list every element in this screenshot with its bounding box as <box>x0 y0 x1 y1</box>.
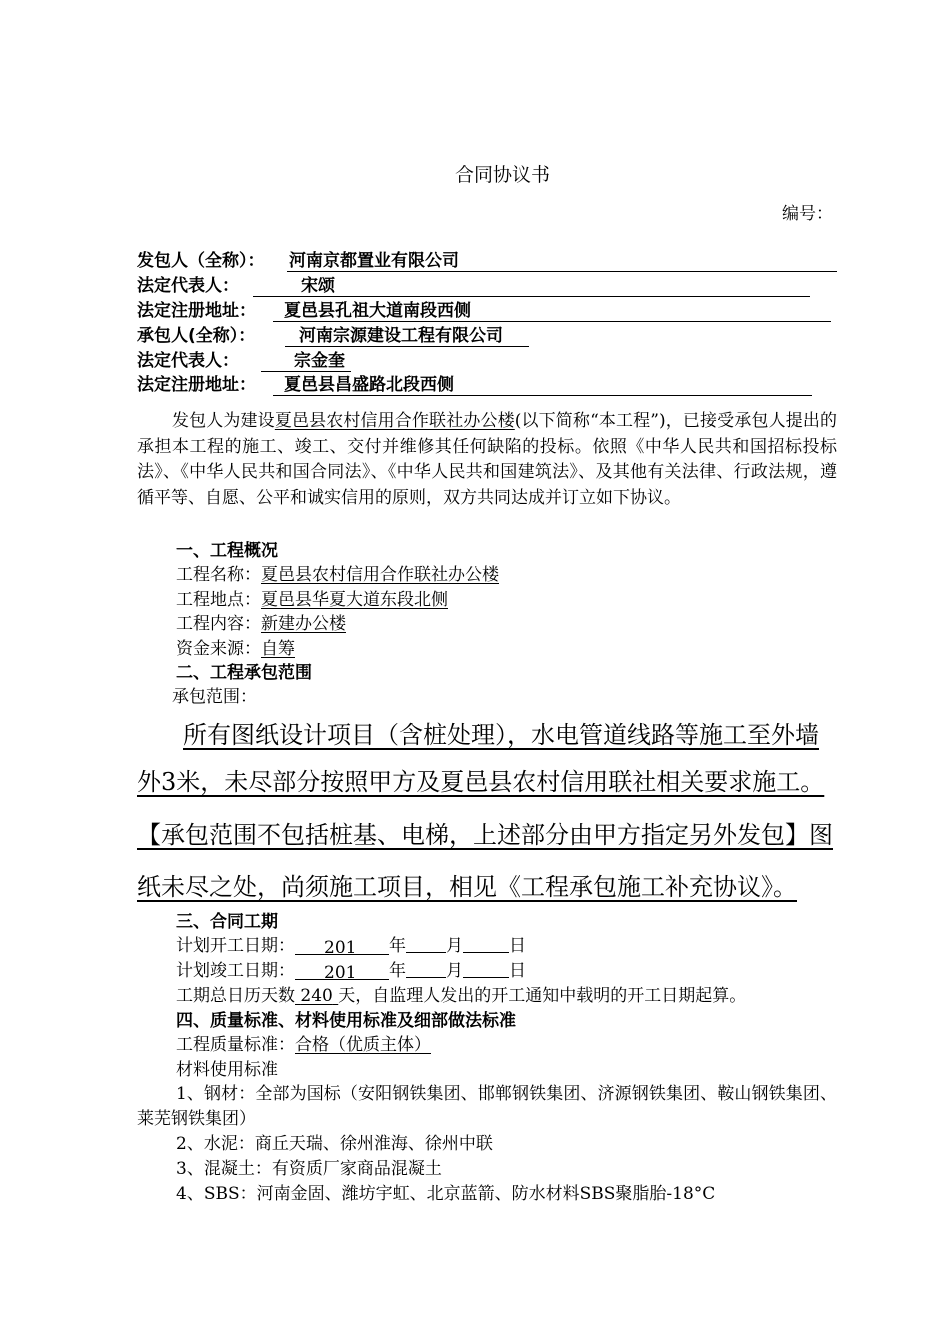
employer-address-value: 夏邑县孔祖大道南段西侧 <box>284 301 471 321</box>
employer-name-value: 河南京都置业有限公司 <box>289 251 459 271</box>
project-name-row: 工程名称：夏邑县农村信用合作联社办公楼 <box>176 565 499 585</box>
material-item-cement: 2、水泥：商丘天瑞、徐州淮海、徐州中联 <box>176 1134 493 1154</box>
planned-finish-row: 计划竣工日期： 201 年 月 日 <box>176 961 526 983</box>
section-4-heading: 四、质量标准、材料使用标准及细部做法标准 <box>176 1011 516 1031</box>
material-item-sbs: 4、SBS：河南金固、潍坊宇虹、北京蓝箭、防水材料SBS聚脂胎-18°C <box>176 1184 716 1204</box>
contractor-address-value: 夏邑县昌盛路北段西侧 <box>284 375 454 395</box>
employer-name-row <box>137 249 837 273</box>
field-label: 法定代表人： <box>137 351 239 371</box>
scope-line-4: 纸未尽之处，尚须施工项目，相见《工程承包施工补充协议》。 <box>137 873 797 901</box>
scope-line-1: 所有图纸设计项目（含桩处理），水电管道线路等施工至外墙 <box>183 721 819 749</box>
project-name-value: 夏邑县农村信用合作联社办公楼 <box>261 565 499 585</box>
materials-heading: 材料使用标准 <box>176 1060 278 1080</box>
field-label: 法定代表人： <box>137 276 239 296</box>
scope-line-3: 【承包范围不包括桩基、电梯，上述部分由甲方指定另外发包】图 <box>137 821 833 849</box>
start-year-prefix: 201 <box>324 938 357 958</box>
planned-start-row: 计划开工日期： 201 年 月 日 <box>176 936 526 958</box>
total-days-value: 240 <box>300 986 333 1006</box>
material-item-concrete: 3、混凝土：有资质厂家商品混凝土 <box>176 1159 442 1179</box>
field-label: 法定注册地址： <box>137 301 256 321</box>
scope-line-2: 外3米，未尽部分按照甲方及夏邑县农村信用联社相关要求施工。 <box>137 768 825 796</box>
contractor-representative-value: 宗金奎 <box>294 351 345 371</box>
section-1-heading: 一、工程概况 <box>176 541 278 561</box>
document-title: 合同协议书 <box>455 164 551 186</box>
employer-representative-row <box>137 274 810 298</box>
section-3-heading: 三、合同工期 <box>176 912 278 932</box>
field-label: 承包人(全称）： <box>137 326 256 346</box>
contract-number-label: 编号： <box>782 204 833 224</box>
funding-source-value: 自筹 <box>261 639 295 659</box>
project-content-value: 新建办公楼 <box>261 614 346 634</box>
project-location-row: 工程地点：夏邑县华夏大道东段北侧 <box>176 590 448 610</box>
scope-label: 承包范围： <box>172 687 257 707</box>
total-days-row: 工期总日历天数 240 天，自监理人发出的开工通知中载明的开工日期起算。 <box>176 986 747 1006</box>
material-item-steel: 1、钢材：全部为国标（安阳钢铁集团、邯郸钢铁集团、济源钢铁集团、鞍山钢铁集团、莱芜钢铁集团） <box>137 1084 837 1129</box>
project-location-value: 夏邑县华夏大道东段北侧 <box>261 590 448 610</box>
field-label: 发包人（全称）： <box>137 251 265 271</box>
project-name-inline: 夏邑县农村信用合作联社办公楼 <box>274 411 515 431</box>
contractor-name-value: 河南宗源建设工程有限公司 <box>299 326 503 346</box>
contractor-representative-row <box>137 349 351 373</box>
contractor-address-row <box>137 373 812 397</box>
project-content-row: 工程内容：新建办公楼 <box>176 614 346 634</box>
finish-year-prefix: 201 <box>324 963 357 983</box>
quality-standard-value: 合格（优质主体） <box>295 1035 431 1055</box>
contractor-name-row <box>137 324 529 348</box>
intro-paragraph: 发包人为建设夏邑县农村信用合作联社办公楼(以下简称“本工程”)，已接受承包人提出的承担本工程的施工、竣工、交付并维修其任何缺陷的投标。依照《中华人民共和国招标投标法》、《中华人民共和国合同法》、《中华人民共和国建筑法》、及其他有关法律、行政法规，遵循平等、自愿、公平和诚实信用的原则，双方共同达成并订立如下协议。 <box>137 411 837 508</box>
employer-representative-value: 宋颂 <box>301 276 335 296</box>
section-2-heading: 二、工程承包范围 <box>176 663 312 683</box>
funding-source-row: 资金来源：自筹 <box>176 639 295 659</box>
quality-standard-row: 工程质量标准：合格（优质主体） <box>176 1035 431 1055</box>
field-label: 法定注册地址： <box>137 375 256 395</box>
employer-address-row <box>137 299 831 323</box>
